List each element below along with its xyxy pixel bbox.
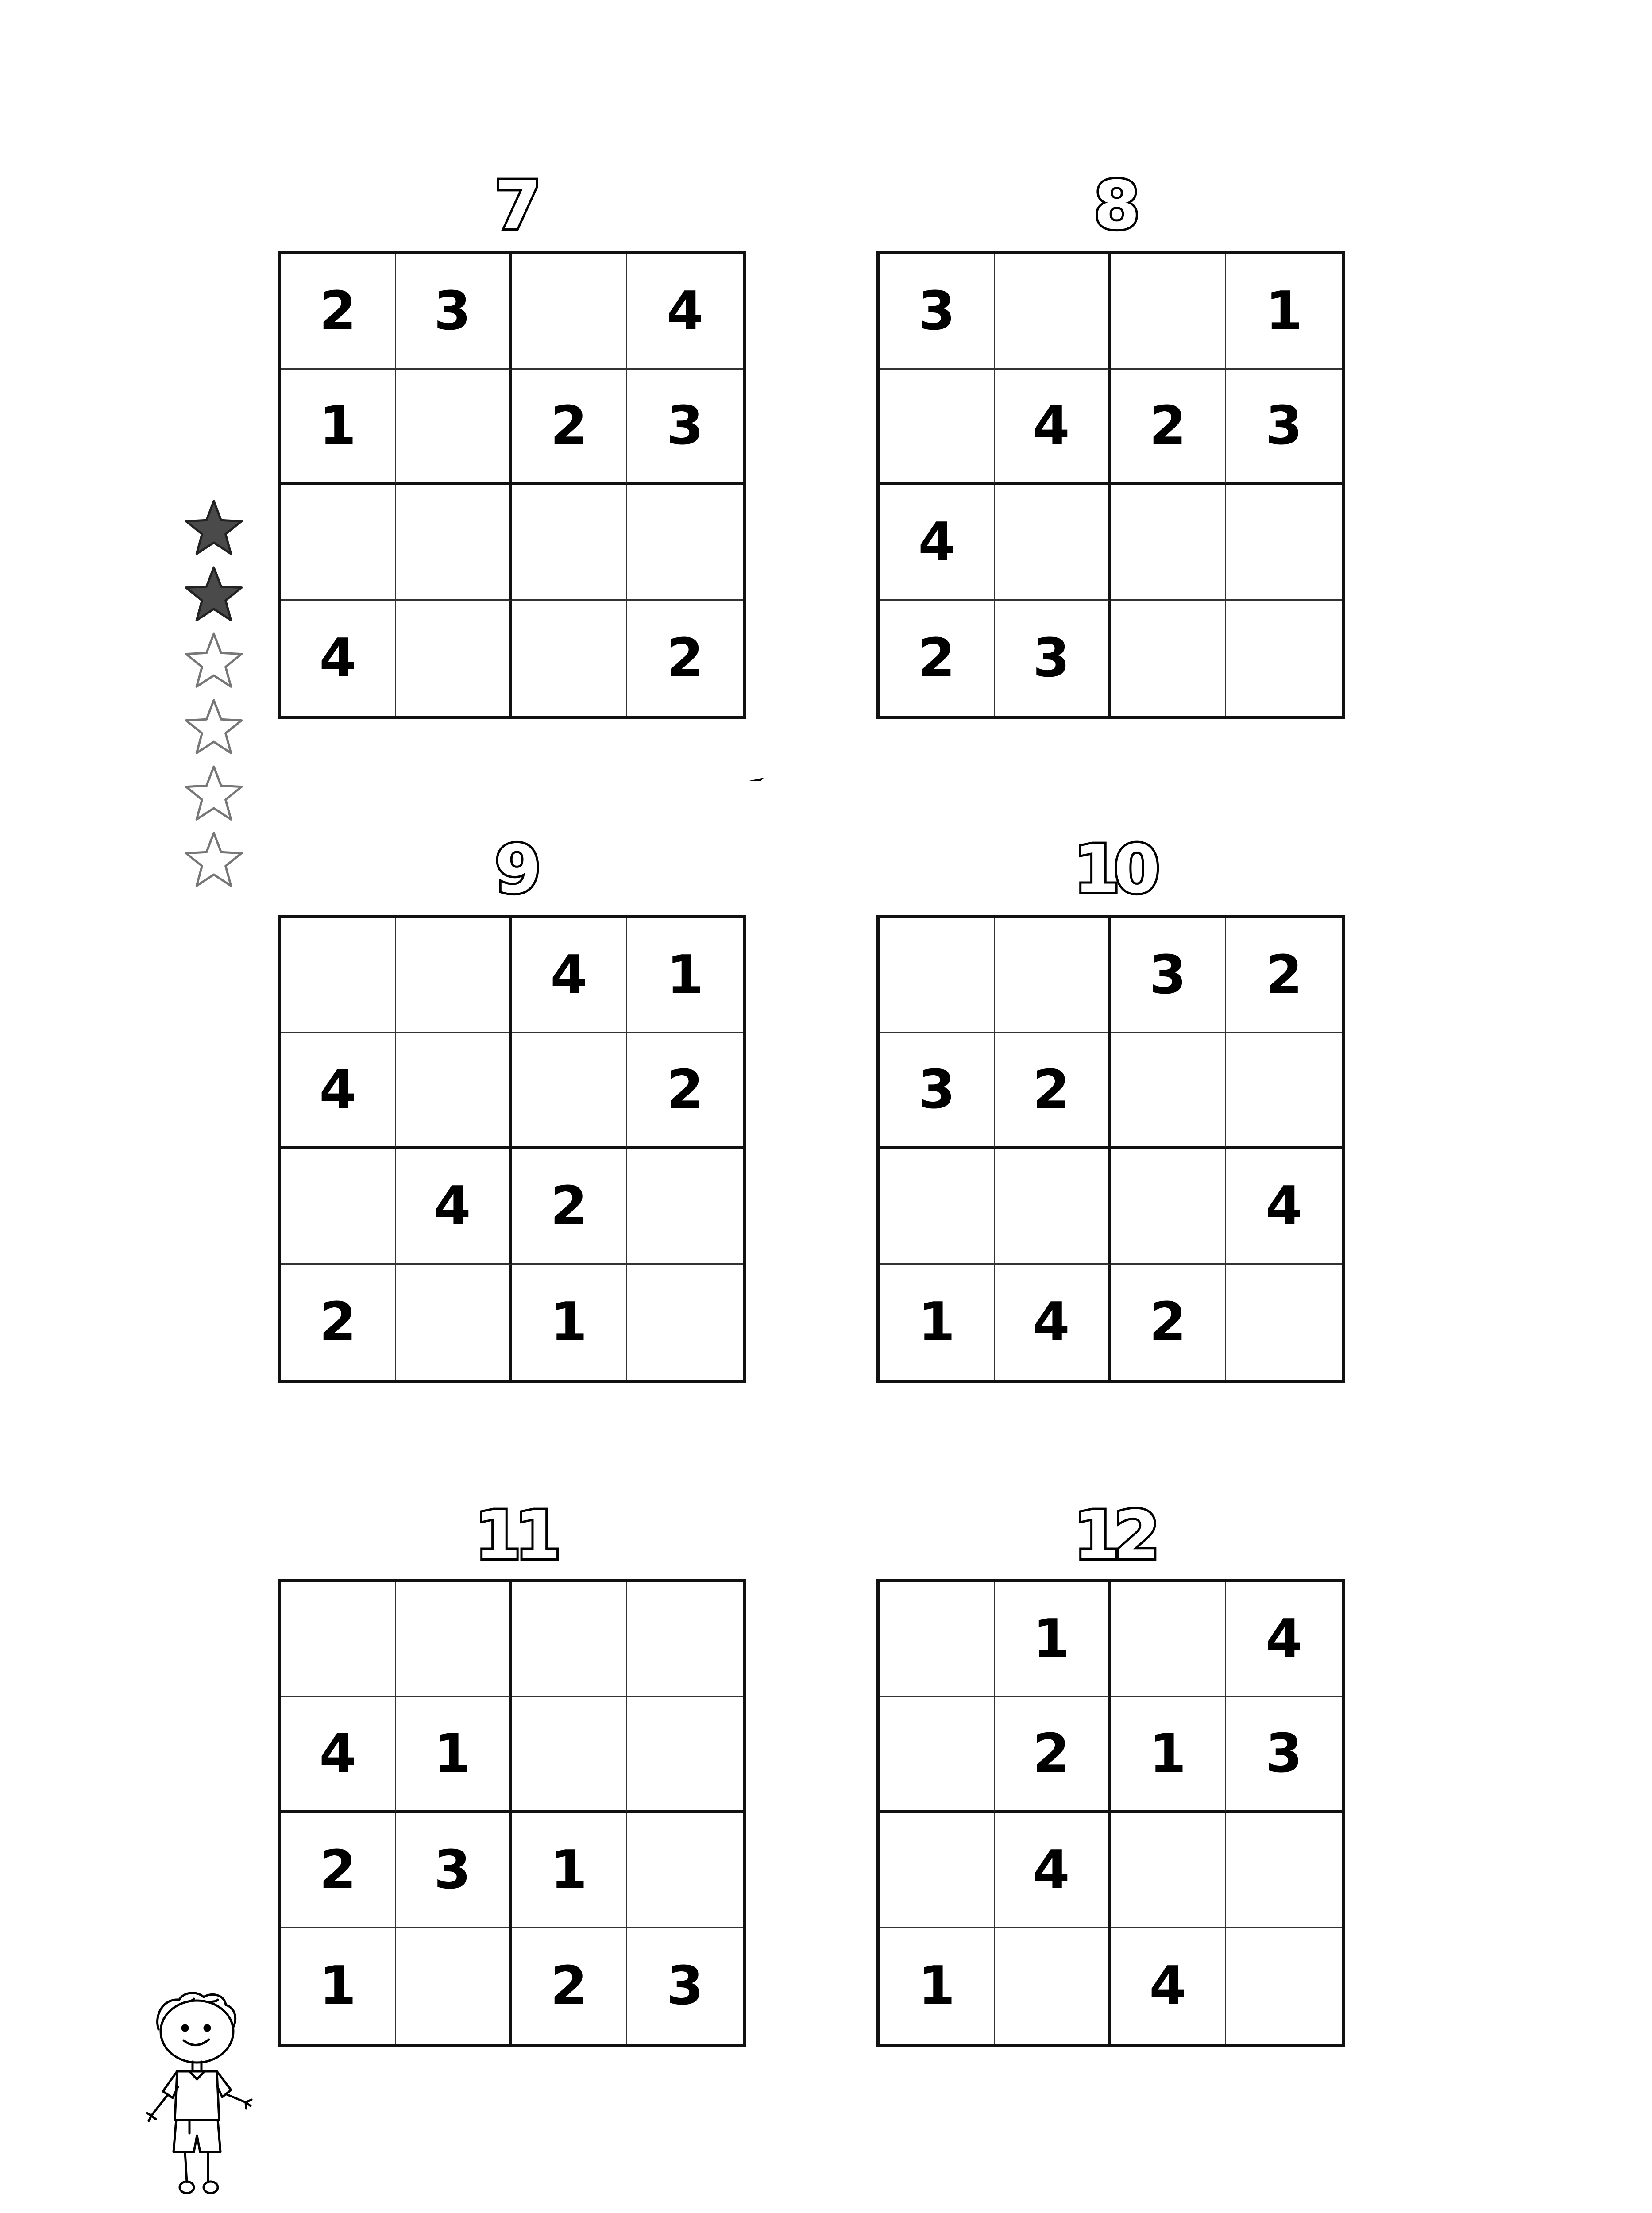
sudoku-cell[interactable] (396, 918, 512, 1033)
sudoku-cell[interactable] (396, 1582, 512, 1697)
puzzle-9-title: 9 (494, 831, 535, 908)
sudoku-cell[interactable] (627, 1582, 743, 1697)
difficulty-rating (181, 495, 251, 893)
sudoku-cell[interactable]: 4 (627, 254, 743, 370)
sudoku-cell[interactable] (995, 254, 1111, 370)
sudoku-cell[interactable] (627, 1697, 743, 1813)
sudoku-cell[interactable]: 4 (995, 1813, 1111, 1928)
sudoku-cell[interactable] (880, 1697, 995, 1813)
sudoku-cell[interactable]: 4 (281, 1033, 396, 1149)
sudoku-cell[interactable]: 4 (1226, 1149, 1342, 1265)
puzzle-8-grid (876, 251, 1345, 719)
puzzle-9-grid (278, 915, 746, 1383)
sudoku-cell[interactable] (880, 918, 995, 1033)
sudoku-cell[interactable] (995, 918, 1111, 1033)
sudoku-cell[interactable] (995, 1149, 1111, 1265)
sudoku-cell[interactable]: 2 (1111, 1265, 1226, 1380)
sudoku-cell[interactable] (1111, 1149, 1226, 1265)
sudoku-cell[interactable] (627, 1149, 743, 1265)
sudoku-cell[interactable] (1111, 1033, 1226, 1149)
sudoku-cell[interactable]: 4 (1226, 1582, 1342, 1697)
sudoku-cell[interactable]: 1 (627, 918, 743, 1033)
star-empty-icon (181, 694, 247, 760)
sudoku-cell[interactable] (1226, 1928, 1342, 2044)
sudoku-cell[interactable]: 4 (281, 601, 396, 716)
sudoku-cell[interactable]: 1 (880, 1928, 995, 2044)
sudoku-cell[interactable]: 1 (995, 1582, 1111, 1697)
sudoku-cell[interactable] (396, 370, 512, 485)
sudoku-cell[interactable]: 2 (995, 1697, 1111, 1813)
sudoku-cell[interactable] (396, 1033, 512, 1149)
sudoku-cell[interactable] (396, 1928, 512, 2044)
sudoku-cell[interactable] (1226, 1813, 1342, 1928)
sudoku-cell[interactable]: 2 (1111, 370, 1226, 485)
puzzle-7-title: 7 (494, 167, 535, 244)
sudoku-cell[interactable]: 3 (1226, 370, 1342, 485)
sudoku-cell[interactable] (396, 485, 512, 601)
star-empty-icon (181, 760, 247, 827)
puzzle-11-title: 11 (475, 1497, 555, 1574)
sudoku-cell[interactable]: 3 (666, 1955, 704, 2017)
sudoku-cell[interactable] (1226, 1265, 1342, 1380)
sudoku-cell[interactable]: 3 (995, 601, 1111, 716)
sudoku-cell[interactable]: 1 (880, 1265, 995, 1380)
sudoku-cell[interactable] (1111, 485, 1226, 601)
sudoku-cell[interactable]: 3 (396, 1813, 512, 1928)
puzzle-10-grid (876, 915, 1345, 1383)
sudoku-cell[interactable] (281, 485, 396, 601)
sudoku-cell[interactable]: 1 (281, 370, 396, 485)
sudoku-cell[interactable] (512, 601, 627, 716)
puzzle-11-grid (278, 1579, 746, 2047)
sudoku-cell[interactable]: 2 (1226, 918, 1342, 1033)
sudoku-cell[interactable] (880, 1582, 995, 1697)
sudoku-cell[interactable]: 1 (512, 1813, 627, 1928)
puzzle-10-title: 10 (1073, 831, 1154, 908)
star-empty-icon (181, 827, 247, 893)
sudoku-cell[interactable]: 2 (512, 370, 627, 485)
sudoku-cell[interactable]: 1 (1111, 1697, 1226, 1813)
sudoku-cell[interactable]: 2 (281, 254, 396, 370)
sudoku-cell[interactable] (396, 1265, 512, 1380)
sudoku-cell[interactable]: 1 (281, 1928, 396, 2044)
sudoku-cell[interactable] (1111, 1813, 1226, 1928)
sudoku-cell[interactable]: 2 (512, 1149, 627, 1265)
sudoku-cell[interactable]: 3 (880, 1033, 995, 1149)
sudoku-cell[interactable]: 2 (880, 601, 995, 716)
sudoku-cell[interactable] (995, 1928, 1111, 2044)
sudoku-cell[interactable] (281, 1149, 396, 1265)
sudoku-cell[interactable]: 3 (627, 370, 743, 485)
puzzle-12-grid (876, 1579, 1345, 2047)
puzzle-8-title: 8 (1093, 167, 1134, 244)
sudoku-cell[interactable] (627, 1265, 743, 1380)
sudoku-cell[interactable]: 1 (1226, 254, 1342, 370)
sudoku-cell[interactable]: 4 (1111, 1928, 1226, 2044)
puzzle-7-grid (278, 251, 746, 719)
sudoku-cell[interactable]: 4 (396, 1149, 512, 1265)
sudoku-cell[interactable] (281, 918, 396, 1033)
star-empty-icon (181, 628, 247, 694)
sudoku-cell[interactable] (1226, 601, 1342, 716)
sudoku-cell[interactable]: 4 (995, 1265, 1111, 1380)
sudoku-cell[interactable]: 2 (281, 1265, 396, 1380)
sudoku-cell[interactable]: 3 (880, 254, 995, 370)
sudoku-cell[interactable] (880, 1813, 995, 1928)
puzzle-12-title: 12 (1073, 1497, 1154, 1574)
sudoku-cell[interactable]: 3 (1111, 918, 1226, 1033)
sudoku-cell[interactable]: 3 (396, 254, 512, 370)
sudoku-cell[interactable] (1111, 1582, 1226, 1697)
sudoku-cell[interactable]: 2 (627, 1033, 743, 1149)
sudoku-cell[interactable] (396, 601, 512, 716)
sudoku-cell[interactable] (1226, 1033, 1342, 1149)
sudoku-cell[interactable]: 2 (512, 1928, 627, 2044)
star-filled-icon (181, 495, 247, 561)
sudoku-cell[interactable]: 4 (512, 918, 627, 1033)
star-filled-icon (181, 561, 247, 628)
sudoku-cell[interactable] (281, 1582, 396, 1697)
sudoku-cell[interactable] (512, 1582, 627, 1697)
sudoku-cell[interactable]: 1 (512, 1265, 627, 1380)
sudoku-cell[interactable]: 2 (995, 1033, 1111, 1149)
sudoku-cell[interactable] (627, 1813, 743, 1928)
sudoku-cell[interactable]: 3 (1226, 1697, 1342, 1813)
sudoku-cell[interactable]: 2 (666, 628, 704, 689)
sudoku-cell[interactable] (512, 1033, 627, 1149)
sudoku-cell[interactable] (512, 1697, 627, 1813)
sudoku-cell[interactable] (880, 1149, 995, 1265)
stray-mark (747, 777, 765, 783)
sudoku-cell[interactable]: 1 (396, 1697, 512, 1813)
sudoku-cell[interactable]: 4 (995, 370, 1111, 485)
sudoku-cell[interactable] (512, 485, 627, 601)
boy-illustration (146, 1987, 292, 2213)
sudoku-cell[interactable] (880, 370, 995, 485)
sudoku-cell[interactable] (512, 254, 627, 370)
sudoku-cell[interactable] (1111, 254, 1226, 370)
sudoku-cell[interactable]: 4 (281, 1697, 396, 1813)
sudoku-cell[interactable] (1111, 601, 1226, 716)
sudoku-cell[interactable] (995, 485, 1111, 601)
sudoku-cell[interactable]: 2 (281, 1813, 396, 1928)
sudoku-cell[interactable] (627, 485, 743, 601)
sudoku-cell[interactable]: 4 (880, 485, 995, 601)
sudoku-cell[interactable] (1226, 485, 1342, 601)
